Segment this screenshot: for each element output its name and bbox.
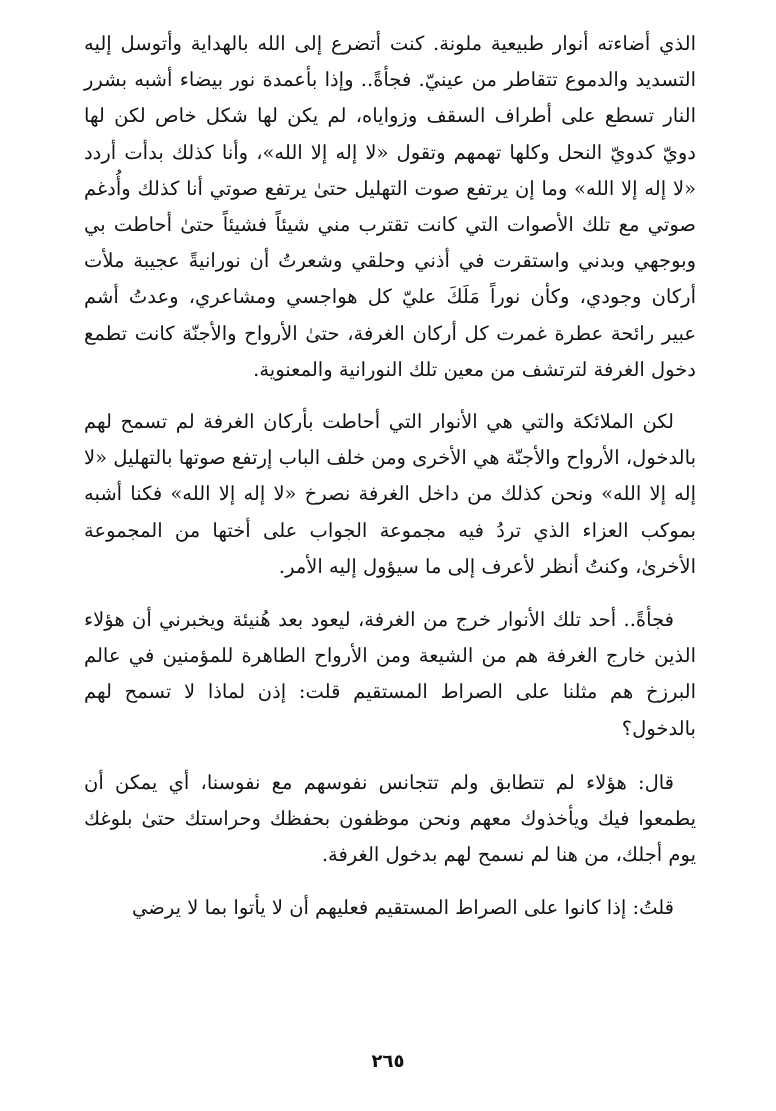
paragraph-3: فجأةً.. أحد تلك الأنوار خرج من الغرفة، ليعود بعد هُنيئة ويخبرني أن هؤلاء الذين خارج الغرفة هم من الشيعة ومن الأرواح الطاهرة للمؤمنين في عالم البرزخ هم مثلنا على الصراط المستقيم قلت: إذن لماذا لا تسمح لهم بالدخول؟	[84, 608, 696, 740]
page-body	[84, 26, 696, 927]
paragraph-1: الذي أضاءته أنوار طبيعية ملونة. كنت أتضرع إلى الله بالهداية وأتوسل إليه التسديد والدموع تتقاطر من عينيّ. فجأةً.. وإذا بأعمدة نور بيضاء أشبه بشرر النار تسطع على أطراف السقف وزواياه، لم يكن لها شكل خاص لكن لها دويّ كدويّ النحل وكلها تهمهم وتقول «لا إله إلا الله»، وأنا كذلك بدأت أردد «لا إله إلا الله» وما إن يرتفع صوت التهليل حتىٰ يرتفع صوتي أنا كذلك وأُدغم صوتي مع تلك الأصوات التي كانت تقترب مني شيئاً فشيئاً حتىٰ أحاطت بي وبوجهي وبدني واستقرت في أذني وحلقي وشعرتُ أن نورانيةً عجيبة ملأت أركان وجودي، وكأن نوراً مَلَكَ عليّ كل هواجسي ومشاعري، وعدتُ أشم عبير رائحة عطرة غمرت كل أركان الغرفة، حتىٰ الأرواح والأجنّة كانت تطمع دخول الغرفة لترتشف من معين تلك النورانية والمعنوية.	[84, 32, 696, 381]
paragraph-4: قال: هؤلاء لم تتطابق ولم تتجانس نفوسهم مع نفوسنا، أي يمكن أن يطمعوا فيك ويأخذوك معهم ونحن موظفون بحفظك وحراستك حتىٰ بلوغك يوم أجلك، من هنا لم نسمح لهم بدخول الغرفة.	[84, 770, 696, 867]
paragraph-5: قلتُ: إذا كانوا على الصراط المستقيم فعليهم أن لا يأتوا بما لا يرضي	[132, 896, 674, 920]
paragraph-2: لكن الملائكة والتي هي الأنوار التي أحاطت بأركان الغرفة لم تسمح لهم بالدخول، الأرواح والأجنّة هي الأخرى ومن خلف الباب إرتفع صوتها بالتهليل «لا إله إلا الله» ونحن كذلك من داخل الغرفة نصرخ «لا إله إلا الله» فكنا أشبه بموكب العزاء الذي تردُ فيه مجموعة الجواب على أختها من المجموعة الأخرىٰ، وكنتُ أنظر لأعرف إلى ما سيؤول إليه الأمر.	[84, 410, 696, 578]
page-number: ٢٦٥	[371, 1051, 405, 1072]
